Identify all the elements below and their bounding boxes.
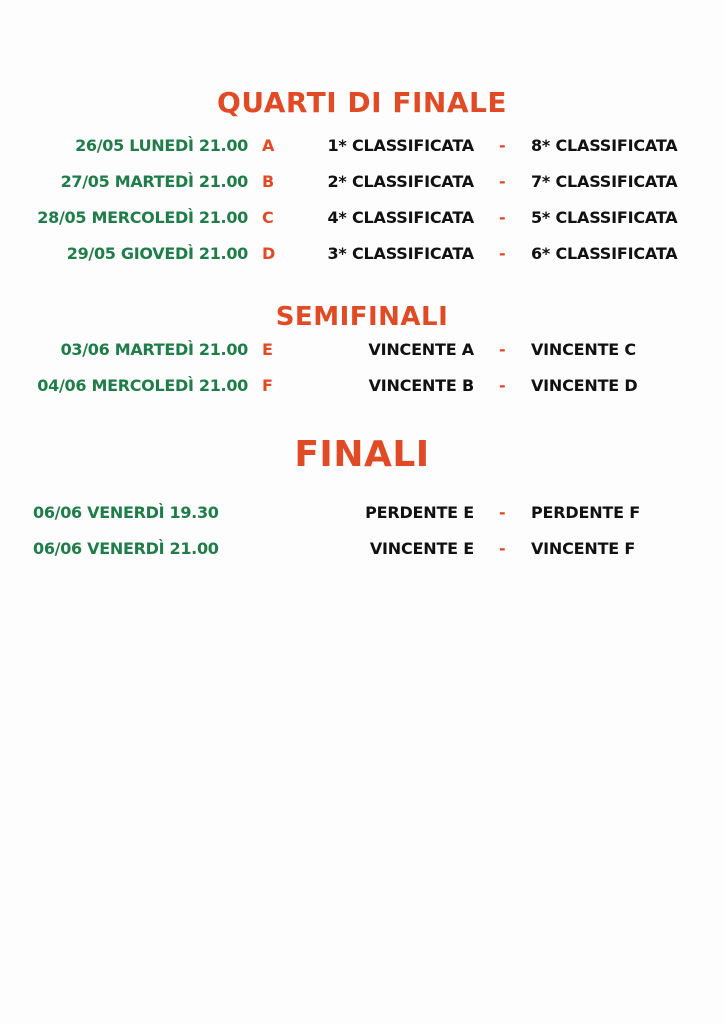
match-date: 26/05 LUNEDÌ 21.00 xyxy=(75,136,248,155)
semifinali-title: SEMIFINALI xyxy=(275,302,449,332)
quarti-title: QUARTI DI FINALE xyxy=(217,86,507,119)
home-team: VINCENTE A xyxy=(368,340,474,359)
match-date: 04/06 MERCOLEDÌ 21.00 xyxy=(37,376,248,395)
match-separator: - xyxy=(499,340,506,359)
away-team: 7* CLASSIFICATA xyxy=(531,172,678,191)
away-team: 5* CLASSIFICATA xyxy=(531,208,678,227)
match-row xyxy=(0,206,724,230)
home-team: PERDENTE E xyxy=(365,503,474,522)
home-team: 1* CLASSIFICATA xyxy=(327,136,474,155)
away-team: PERDENTE F xyxy=(531,503,640,522)
match-code: E xyxy=(262,340,273,359)
match-row xyxy=(0,134,724,158)
match-code: F xyxy=(262,376,273,395)
match-separator: - xyxy=(499,208,506,227)
away-team: 6* CLASSIFICATA xyxy=(531,244,678,263)
home-team: VINCENTE B xyxy=(368,376,474,395)
match-row xyxy=(0,374,724,398)
match-code: B xyxy=(262,172,275,191)
match-separator: - xyxy=(499,539,506,558)
away-team: 8* CLASSIFICATA xyxy=(531,136,678,155)
match-code: C xyxy=(262,208,274,227)
away-team: VINCENTE D xyxy=(531,376,638,395)
match-row xyxy=(0,338,724,362)
home-team: VINCENTE E xyxy=(369,539,474,558)
match-row xyxy=(0,501,724,525)
match-separator: - xyxy=(499,136,506,155)
home-team: 2* CLASSIFICATA xyxy=(327,172,474,191)
match-date: 06/06 VENERDÌ 21.00 xyxy=(33,539,219,558)
home-team: 3* CLASSIFICATA xyxy=(327,244,474,263)
match-separator: - xyxy=(499,503,506,522)
match-date: 28/05 MERCOLEDÌ 21.00 xyxy=(37,208,248,227)
finali-title: FINALI xyxy=(294,434,430,475)
match-row xyxy=(0,537,724,561)
away-team: VINCENTE F xyxy=(531,539,636,558)
match-date: 06/06 VENERDÌ 19.30 xyxy=(33,503,219,522)
match-date: 27/05 MARTEDÌ 21.00 xyxy=(60,172,248,191)
match-row xyxy=(0,170,724,194)
match-row xyxy=(0,242,724,266)
match-code: D xyxy=(262,244,276,263)
home-team: 4* CLASSIFICATA xyxy=(327,208,474,227)
match-code: A xyxy=(262,136,275,155)
match-date: 29/05 GIOVEDÌ 21.00 xyxy=(66,244,248,263)
match-separator: - xyxy=(499,376,506,395)
match-date: 03/06 MARTEDÌ 21.00 xyxy=(60,340,248,359)
match-separator: - xyxy=(499,244,506,263)
away-team: VINCENTE C xyxy=(531,340,636,359)
match-separator: - xyxy=(499,172,506,191)
